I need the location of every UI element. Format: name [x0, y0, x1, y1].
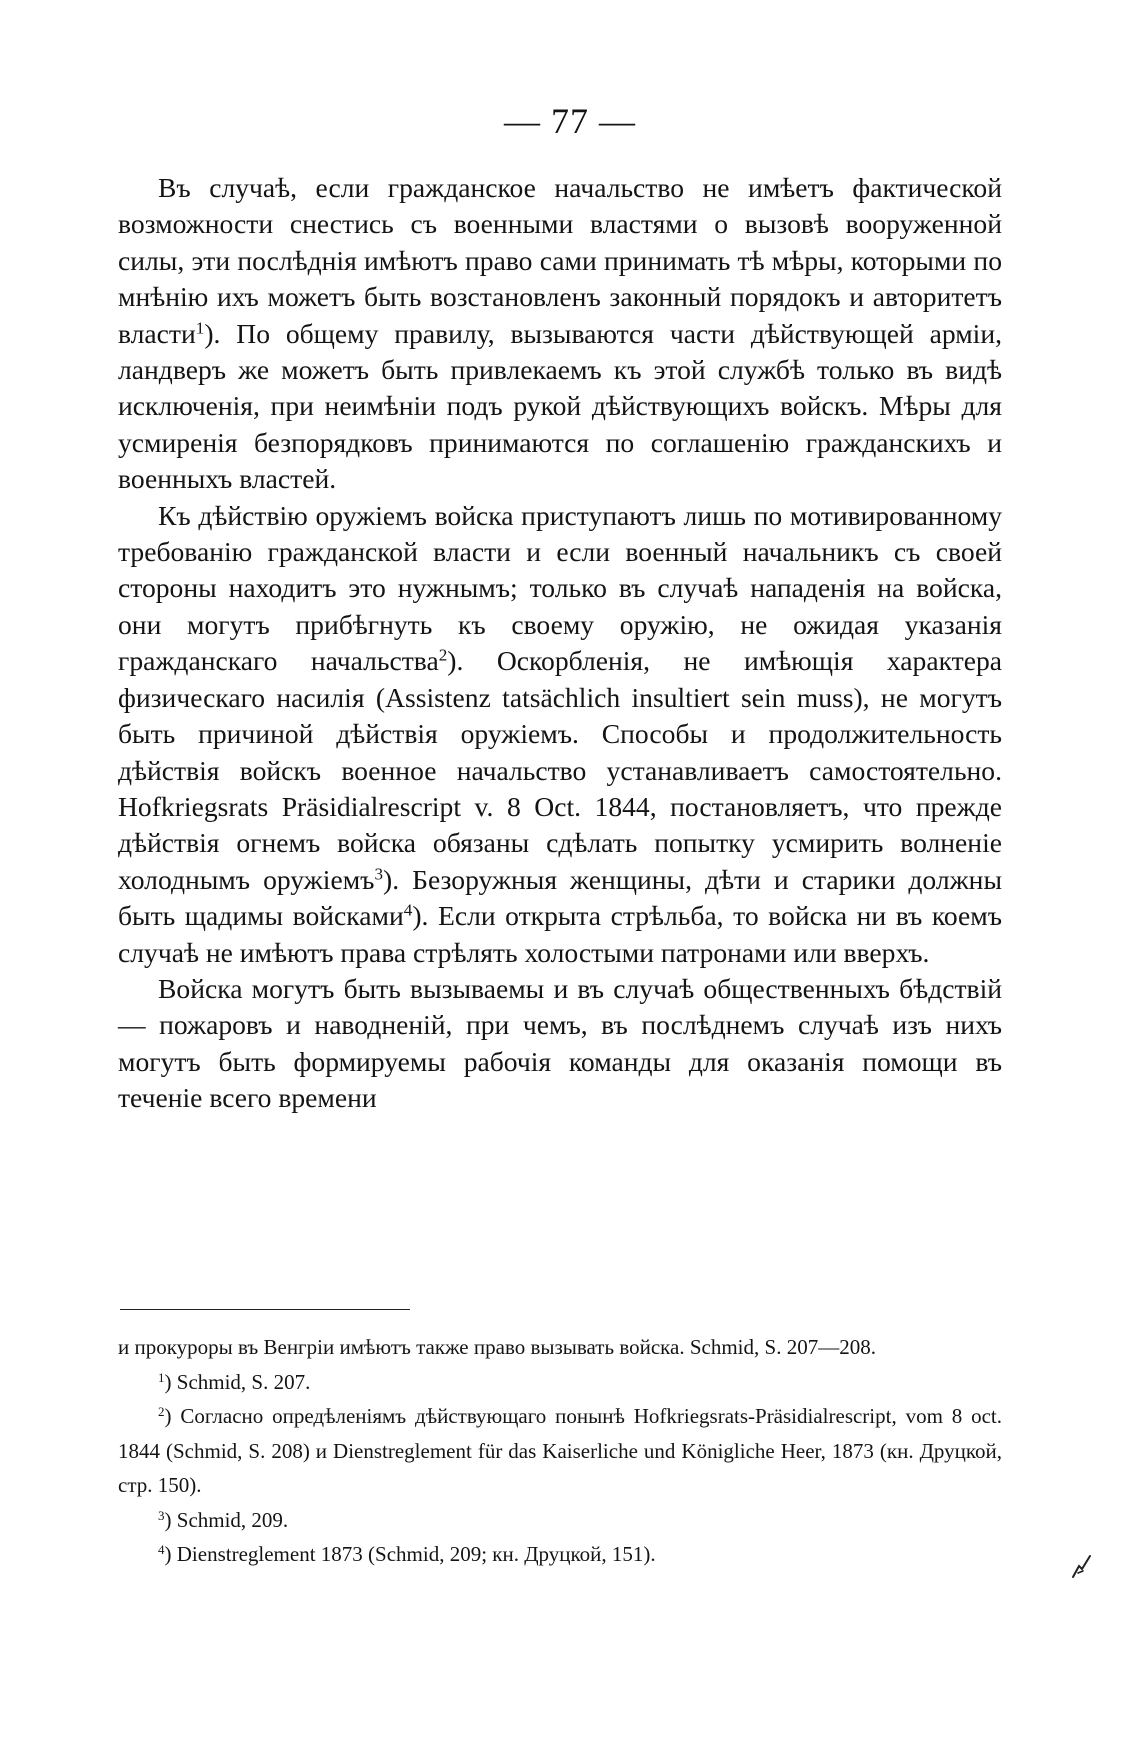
- footnote-2-mark: 2: [158, 1403, 165, 1419]
- paragraph-2-text-a: Къ дѣйствію оружіемъ войска приступаютъ лишь по мотивированному требованію гражданской власти и если военный начальникъ съ своей стороны находитъ это нужнымъ; только въ случаѣ нападенія на войска, они могутъ прибѣгнуть къ своему оружію, не ожидая указанія гражданскаго начальства: [118, 499, 1002, 677]
- paragraph-2: [118, 498, 1002, 971]
- footnote-1-text: ) Schmid, S. 207.: [164, 1369, 311, 1394]
- pen-mark-icon: [1070, 1552, 1094, 1580]
- footnote-3: [118, 1503, 1002, 1538]
- paragraph-1-text-b: ). По общему правилу, вызываются части дѣйствующей арміи, ландверъ же можетъ быть привлекаемъ къ этой службѣ только въ видѣ исключенія, при неимѣніи подъ рукой дѣйствующихъ войскъ. Мѣры для усмиренія безпорядковъ принимаются по соглашенію гражданскихъ и военныхъ властей.: [118, 317, 1002, 495]
- page-number: — 77 —: [504, 101, 636, 141]
- footnote-1-mark: 1: [158, 1369, 165, 1385]
- footnote-ref-4: 4: [403, 900, 413, 920]
- footnote-4-mark: 4: [158, 1541, 165, 1557]
- paragraph-2-text-b: ). Оскорбленія, не имѣющія характера физическаго насилія (Assistenz tatsächlich insultiert sein muss), не могутъ быть причиной дѣйствія оружіемъ. Способы и продолжительность дѣйствія войскъ военное начальство устанавливаетъ самостоятельно. Hofkriegsrats Präsidialrescript v. 8 Oct. 1844, постановляетъ, что прежде дѣйствія огнемъ войска обязаны сдѣлать попытку усмирить волненіе холоднымъ оружіемъ: [118, 645, 1002, 895]
- footnote-3-mark: 3: [158, 1507, 165, 1523]
- footnote-4-text: ) Dienstreglement 1873 (Schmid, 209; кн. Друцкой, 151).: [164, 1542, 656, 1566]
- footnote-continuation: и прокуроры въ Венгріи имѣютъ также право вызывать войска. Schmid, S. 207—208.: [118, 1335, 876, 1359]
- body-text: [118, 170, 1002, 1117]
- footnote-4: [118, 1537, 1002, 1572]
- footnote-ref-3: 3: [374, 864, 383, 884]
- paragraph-1-text-a: Въ случаѣ, если гражданское начальство не имѣетъ фактической возможности снестись съ военными властями о вызовѣ вооруженной силы, эти послѣднія имѣютъ право сами принимать тѣ мѣры, которыми по мнѣнію ихъ можетъ быть возстановленъ законный порядокъ и авторитетъ власти: [118, 172, 1002, 349]
- footnote-2-text: ) Согласно опредѣленіямъ дѣйствующаго понынѣ Hofkriegsrats-Präsidialrescript, vom 8 oct. 1844 (Schmid, S. 208) и Dienstreglement für das Kaiserliche und Königliche Heer, 1873 (кн. Друцкой, стр. 150).: [118, 1404, 1002, 1497]
- paragraph-2-text-c: ). Безоружныя женщины, дѣти и старики должны быть щадимы войсками: [118, 863, 1002, 932]
- footnote-ref-1: 1: [195, 318, 205, 338]
- footnote-1: [118, 1365, 1002, 1400]
- footnote-divider: [120, 1309, 410, 1310]
- footnotes: [118, 1330, 1002, 1572]
- footnote-2: [118, 1399, 1002, 1503]
- footnote-ref-2: 2: [438, 645, 448, 665]
- paragraph-3: Войска могутъ быть вызываемы и въ случаѣ общественныхъ бѣдствій — пожаровъ и наводненій, при чемъ, въ послѣднемъ случаѣ изъ нихъ могутъ быть формируемы рабочія команды для оказанія помощи въ теченіе всего времени: [118, 972, 1002, 1114]
- footnote-3-text: ) Schmid, 209.: [164, 1507, 289, 1532]
- paragraph-1: [118, 170, 1002, 498]
- paragraph-2-text-d: ). Если открыта стрѣльба, то войска ни въ коемъ случаѣ не имѣютъ права стрѣлять холостыми патронами или вверхъ.: [118, 900, 1002, 968]
